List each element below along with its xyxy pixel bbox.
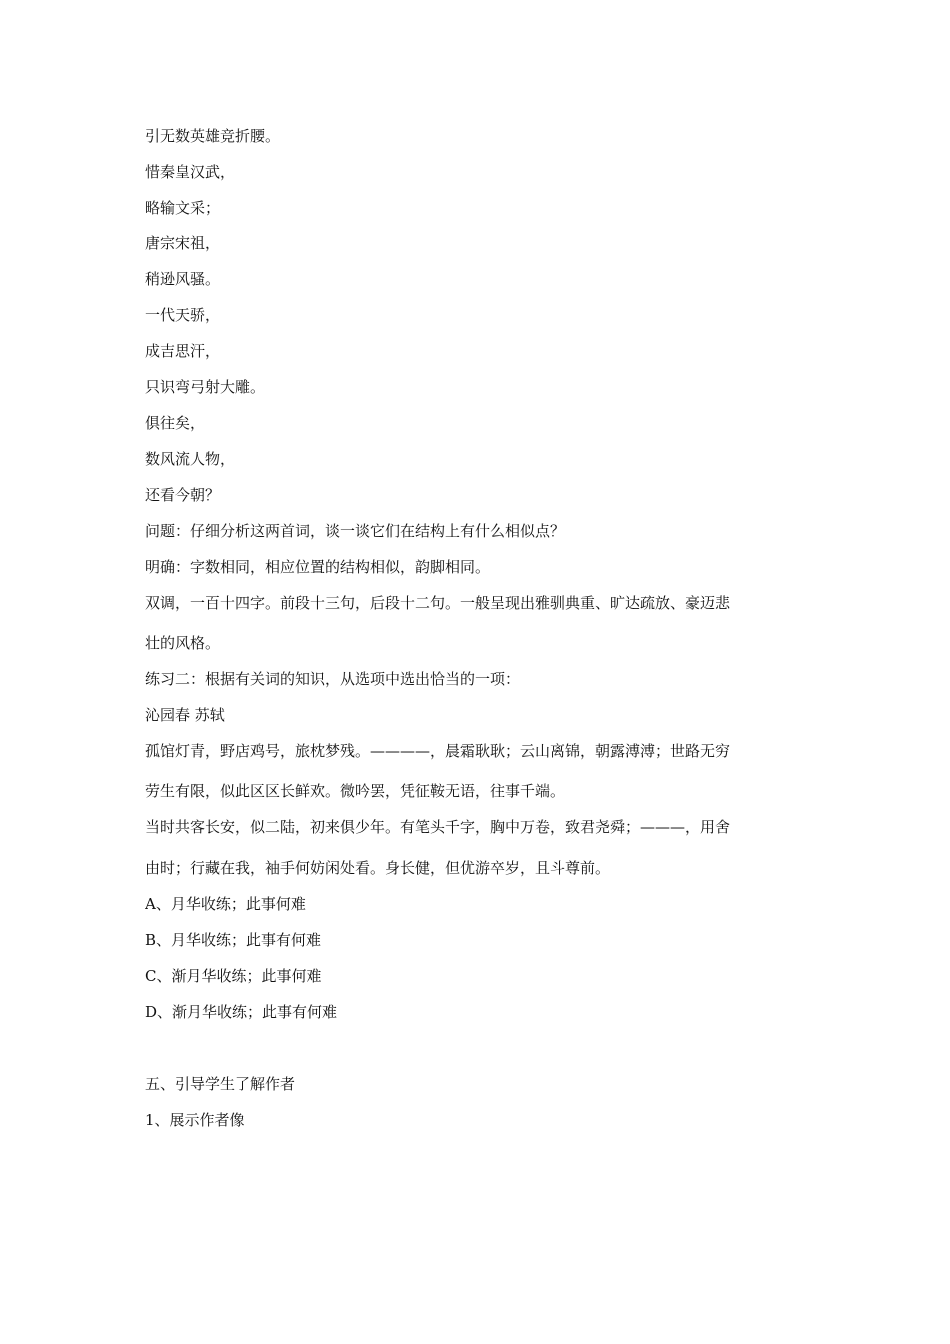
poem-line: 成吉思汗，	[145, 342, 221, 360]
option-a: A、月华收练；此事何难	[145, 895, 306, 913]
poem-line: 俱往矣，	[145, 414, 206, 432]
exercise-poem-title: 沁园春 苏轼	[145, 706, 225, 724]
exercise-paragraph-line: 孤馆灯青，野店鸡号，旅枕梦残。————，晨霜耿耿；云山离锦，朝露溥溥；世路无穷	[145, 742, 731, 760]
question-text: 问题：仔细分析这两首词，谈一谈它们在结构上有什么相似点？	[145, 522, 566, 540]
description-line: 双调，一百十四字。前段十三句，后段十二句。一般呈现出雅驯典重、旷达疏放、豪迈悲	[145, 594, 731, 612]
poem-line: 引无数英雄竞折腰。	[145, 127, 281, 145]
section-heading: 五、引导学生了解作者	[145, 1075, 296, 1093]
poem-line: 稍逊风骚。	[145, 270, 221, 288]
poem-line: 还看今朝？	[145, 486, 221, 504]
option-c: C、渐月华收练；此事何难	[145, 967, 322, 985]
poem-line: 略输文采；	[145, 199, 221, 217]
poem-line: 惜秦皇汉武，	[145, 163, 236, 181]
section-item: 1、展示作者像	[145, 1111, 245, 1129]
answer-text: 明确：字数相同，相应位置的结构相似，韵脚相同。	[145, 558, 491, 576]
option-b: B、月华收练；此事有何难	[145, 931, 322, 949]
description-line: 壮的风格。	[145, 634, 221, 652]
poem-line: 只识弯弓射大雕。	[145, 378, 266, 396]
exercise-prompt: 练习二：根据有关词的知识，从选项中选出恰当的一项：	[145, 670, 521, 688]
poem-line: 一代天骄，	[145, 306, 221, 324]
exercise-paragraph-line: 由时；行藏在我，袖手何妨闲处看。身长健，但优游卒岁，且斗尊前。	[145, 859, 611, 877]
poem-line: 数风流人物，	[145, 450, 236, 468]
option-d: D、渐月华收练；此事有何难	[145, 1003, 338, 1021]
exercise-paragraph-line: 当时共客长安，似二陆，初来俱少年。有笔头千字，胸中万卷，致君尧舜；———，用舍	[145, 818, 731, 836]
poem-line: 唐宗宋祖，	[145, 234, 221, 252]
exercise-paragraph-line: 劳生有限，似此区区长鲜欢。微吟罢，凭征鞍无语，往事千端。	[145, 782, 566, 800]
